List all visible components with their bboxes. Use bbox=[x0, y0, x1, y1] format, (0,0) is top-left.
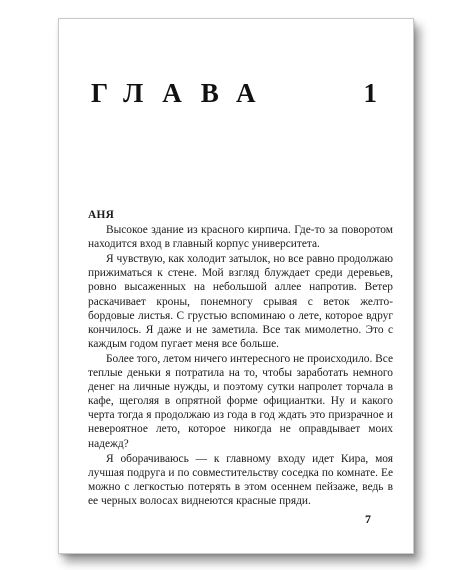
chapter-text bbox=[88, 208, 393, 508]
chapter-number: 1 bbox=[363, 78, 377, 108]
paragraph: Я оборачиваюсь — к главному входу идет Кира, моя лучшая подруга и по совместительству соседка по комнате. Ее можно с легкостью потерять в этом осеннем пейзаже, ведь в ее черных волосах виднеются красные пряди. bbox=[88, 452, 393, 507]
chapter-title: ГЛАВА bbox=[91, 78, 275, 108]
page-number: 7 bbox=[365, 512, 371, 526]
section-heading: АНЯ bbox=[88, 209, 115, 221]
paragraph: Я чувствую, как холодит затылок, но все равно продолжаю прижиматься к стене. Мой взгляд блуждает среди деревьев, ровно высаженных на небольшой аллее напротив. Ветер раскачивает кроны, понемногу срывая с веток желто-бордовые листья. С грустью вспоминаю о лете, которое вдруг кончилось. Я даже и не заметила. Все так мимолетно. Это с каждым годом пугает меня все больше. bbox=[88, 253, 393, 350]
book-page bbox=[58, 18, 414, 554]
paragraph: Высокое здание из красного кирпича. Где-то за поворотом находится вход в главный корпус университета. bbox=[88, 224, 393, 251]
paragraph: Более того, летом ничего интересного не происходило. Все теплые деньки я потратила на то, чтобы заработать немного денег на личные нужды, и поэтому сутки напролет торчала в кафе, щеголяя в опрятной форме официантки. Ну и какого черта тогда я продолжаю из года в год ждать это призрачное и невероятное лето, которое никогда не оправдывает моих надежд? bbox=[88, 352, 394, 450]
